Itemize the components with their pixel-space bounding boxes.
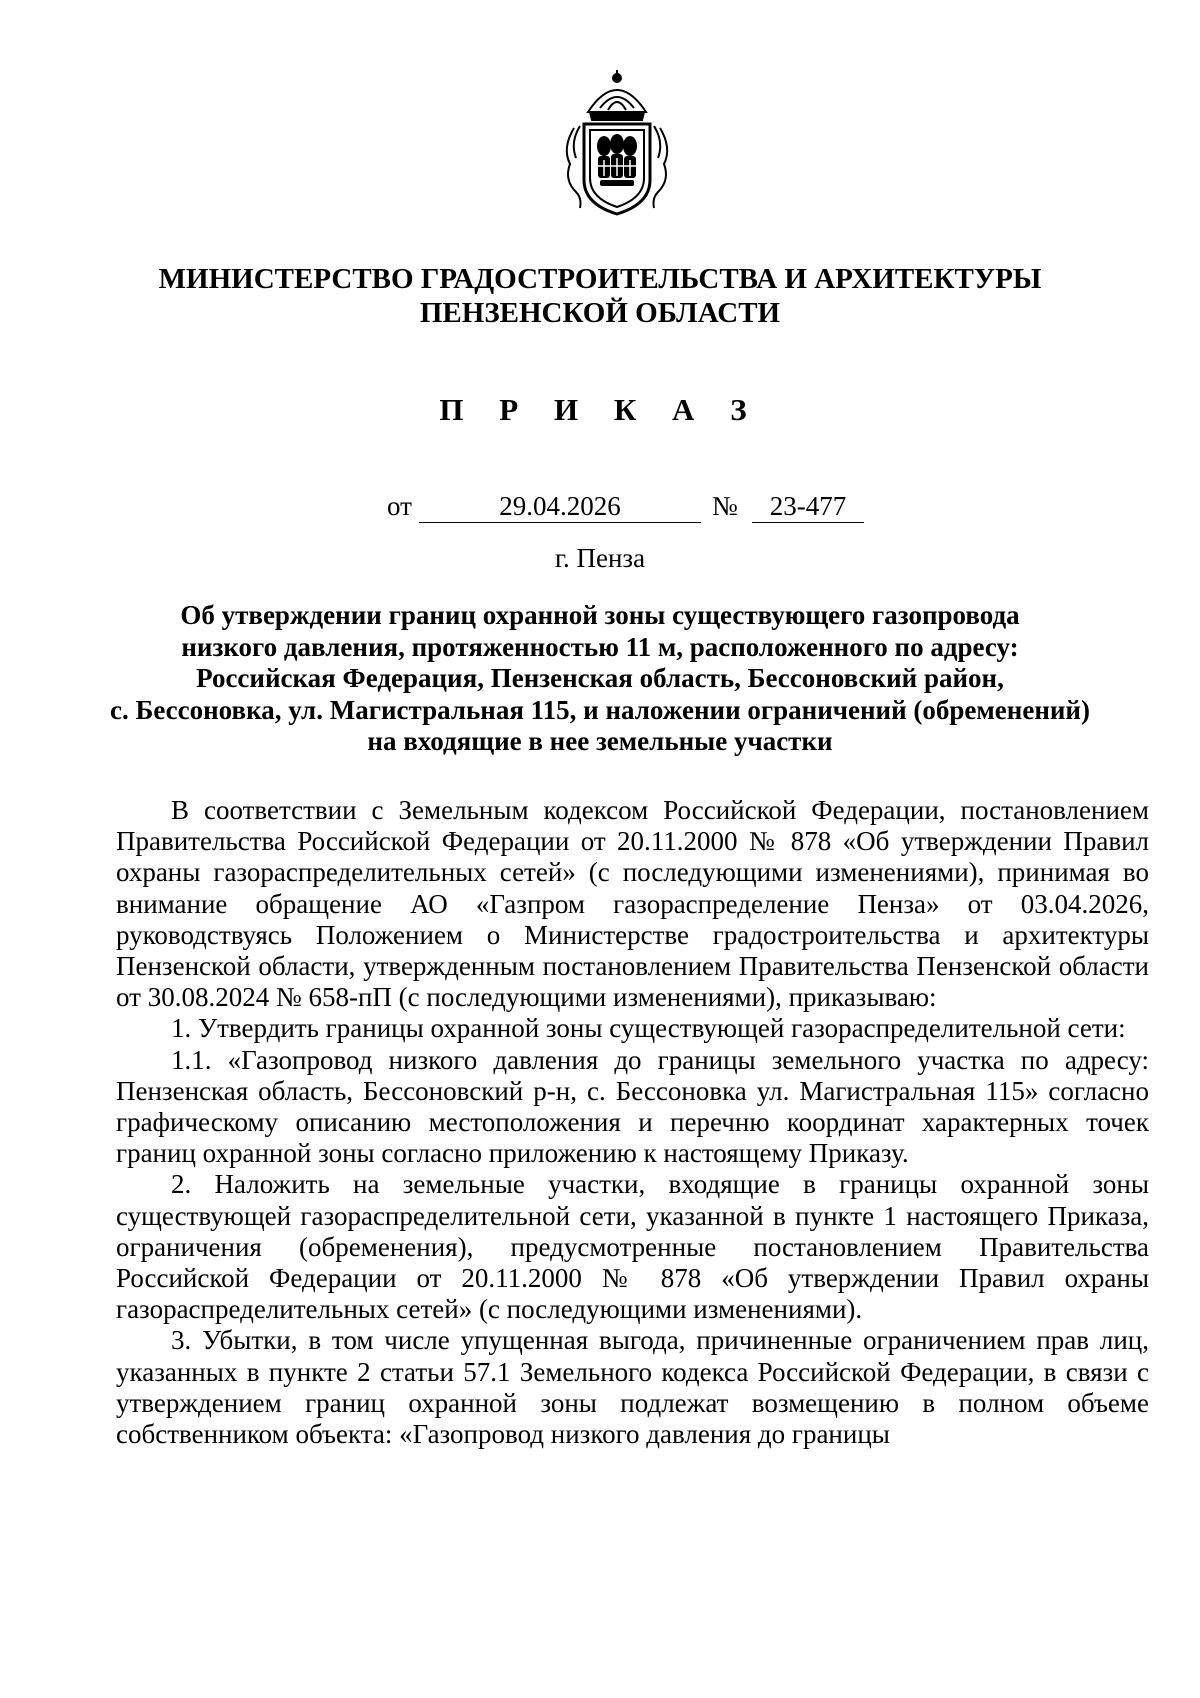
order-subject: [100, 600, 1100, 758]
date-number-line: [0, 488, 1200, 524]
order-number: 23-477: [752, 488, 864, 523]
order-subject-line: с. Бессоновка, ул. Магистральная 115, и наложении ограничений (обременений): [110, 694, 1090, 725]
order-subject-line: низкого давления, протяженностью 11 м, расположенного по адресу:: [181, 631, 1019, 662]
city-label: г. Пенза: [554, 543, 646, 573]
order-subject-line: Российская Федерация, Пензенская область, Бессоновский район,: [196, 663, 1004, 694]
ministry-name-line-1: МИНИСТЕРСТВО ГРАДОСТРОИТЕЛЬСТВА И АРХИТЕКТУРЫ: [158, 263, 1042, 295]
ministry-name-line-2: ПЕНЗЕНСКОЙ ОБЛАСТИ: [419, 297, 781, 329]
number-label: №: [712, 491, 738, 521]
order-date: 29.04.2026: [419, 488, 701, 523]
body-paragraph-preamble: В соответствии с Земельным кодексом Российской Федерации, постановлением Правительства Российской Федерации от 20.11.2000 № 878 «Об утверждении Правил охраны газораспределительных сетей» (с последующими изменениями), принимая во внимание обращение АО «Газпром газораспределение Пенза» от 03.04.2026, руководствуясь Положением о Министерстве градостроительства и архитектуры Пензенской области, утвержденным постановлением Правительства Пензенской области от 30.08.2024 № 658-пП (с последующими изменениями), приказываю:: [116, 795, 1149, 1013]
body-paragraph-item-3: 3. Убытки, в том числе упущенная выгода, причиненные ограничением прав лиц, указанных в пункте 2 статьи 57.1 Земельного кодекса Российской Федерации, в связи с утверждением границ охранной зоны подлежат возмещению в полном объеме собственником объекта: «Газопровод низкого давления до границы: [116, 1325, 1149, 1450]
body-paragraph-item-2: 2. Наложить на земельные участки, входящие в границы охранной зоны существующей газораспределительной сети, указанной в пункте 1 настоящего Приказа, ограничения (обременения), предусмотренные постановлением Правительства Российской Федерации от 20.11.2000 № 878 «Об утверждении Правил охраны газораспределительных сетей» (с последующими изменениями).: [116, 1169, 1149, 1325]
order-subject-line: Об утверждении границ охранной зоны существующего газопровода: [180, 600, 1020, 630]
coat-of-arms-icon: [560, 68, 674, 218]
order-subject-line: на входящие в нее земельные участки: [367, 726, 833, 757]
body-paragraph-item-1-1: 1.1. «Газопровод низкого давления до границы земельного участка по адресу: Пензенская область, Бессоновский р-н, с. Бессоновка ул. Магистральная 115» согласно графическому описанию местоположения и перечню координат характерных точек границ охранной зоны согласно приложению к настоящему Приказу.: [116, 1044, 1149, 1169]
body-paragraph-item-1: 1. Утвердить границы охранной зоны существующей газораспределительной сети:: [171, 1013, 1126, 1044]
order-body: [116, 795, 1149, 1450]
from-label: от: [387, 491, 412, 521]
document-type-title: П Р И К А З: [439, 392, 761, 427]
